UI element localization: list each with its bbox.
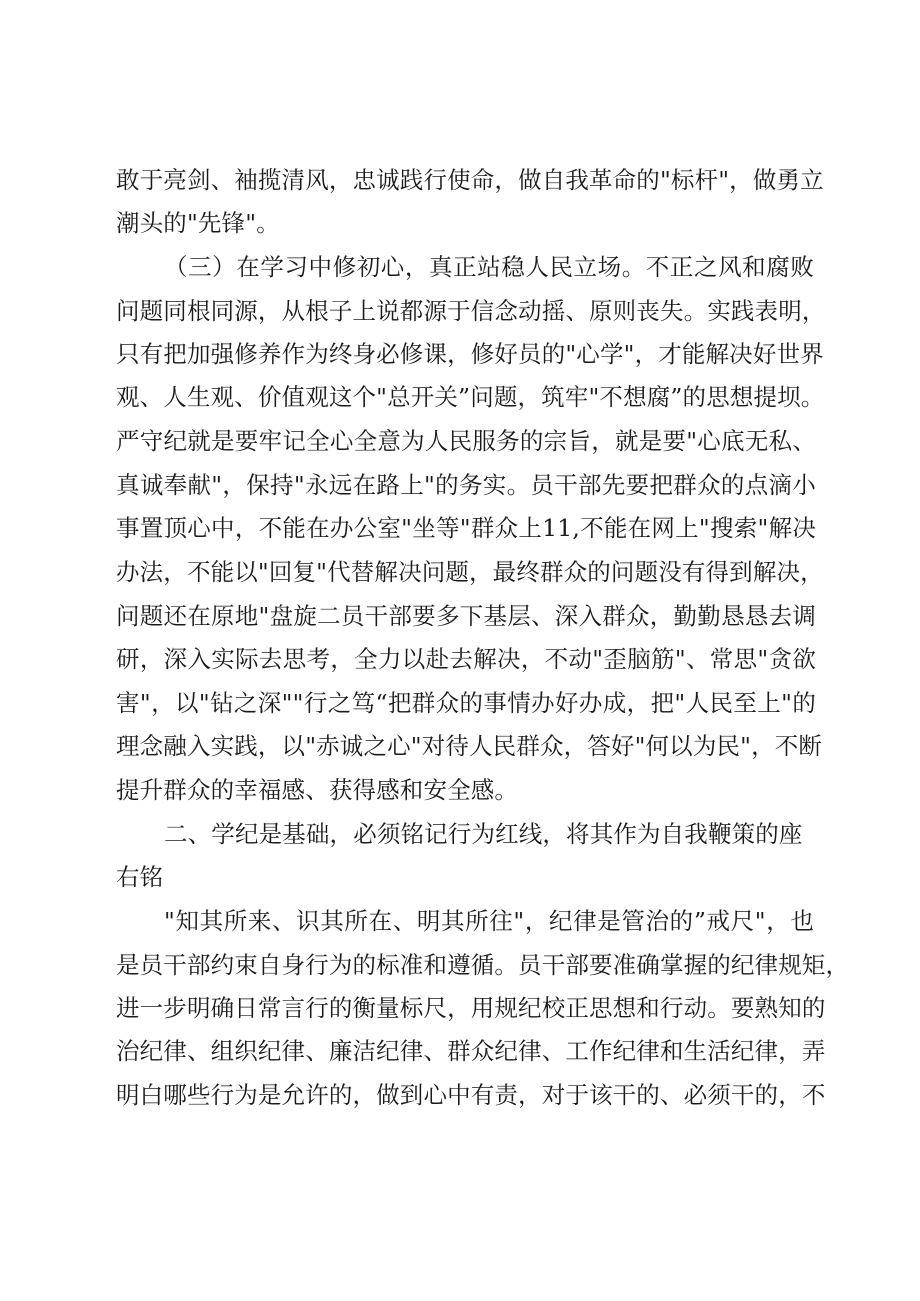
text-line: 严守纪就是要牢记全心全意为人民服务的宗旨，就是要"心底无私、 [116,427,816,455]
text-line: 理念融入实践，以"赤诚之心"对待人民群众，答好"何以为民"，不断 [116,732,823,760]
text-line: 明白哪些行为是允许的，做到心中有责，对于该干的、必须干的，不 [116,1081,826,1109]
text-line: 事置顶心中，不能在办公室"坐等"群众上11,不能在网上"搜索"解决 [116,514,816,542]
text-line: 办法，不能以"回复"代替解决问题，最终群众的问题没有得到解决， [116,558,824,586]
text-line: 进一步明确日常言行的衡量标尺，用规纪校正思想和行动。要熟知的 [116,994,826,1022]
text-line: 问题还在原地"盘旋二员干部要多下基层、深入群众，勤勤恳恳去调 [116,602,816,630]
text-line: 是员干部约束自身行为的标准和遵循。员干部要准确掌握的纪律规矩， [116,951,850,979]
section-heading: 二、学纪是基础，必须铭记行为红线，将其作为自我鞭策的座 [164,820,803,848]
section-heading: 右铭 [116,863,164,891]
text-line: 害"，以"钻之深""行之笃“把群众的事情办好办成，把"人民至上"的 [116,689,816,717]
text-line: 提升群众的幸福感、获得感和安全感。 [116,776,519,804]
text-line: 治纪律、组织纪律、廉洁纪律、群众纪律、工作纪律和生活纪律，弄 [116,1037,826,1065]
text-line: 观、人生观、价值观这个"总开关”问题，筑牢"不想腐”的思想提坝。 [116,383,825,411]
text-line: 真诚奉献"，保持"永远在路上"的务实。员干部先要把群众的点滴小 [116,471,816,499]
text-line: 只有把加强修养作为终身必修课，修好员的"心学"，才能解决好世界 [116,340,824,368]
text-line: 研，深入实际去思考，全力以赴去解决，不动"歪脑筋"、常思"贪欲 [116,645,816,673]
text-line: （三）在学习中修初心，真正站稳人民立场。不正之风和腐败 [164,253,814,281]
text-line: 问题同根同源，从根子上说都源于信念动摇、原则丧失。实践表明， [116,297,826,325]
text-line: 潮头的"先锋"。 [116,209,280,237]
text-line: "知其所来、识其所在、明其所往"，纪律是管治的”戒尺"，也 [164,907,814,935]
text-line: 敢于亮剑、袖揽清风，忠诚践行使命，做自我革命的"标杆"，做勇立 [116,166,824,194]
